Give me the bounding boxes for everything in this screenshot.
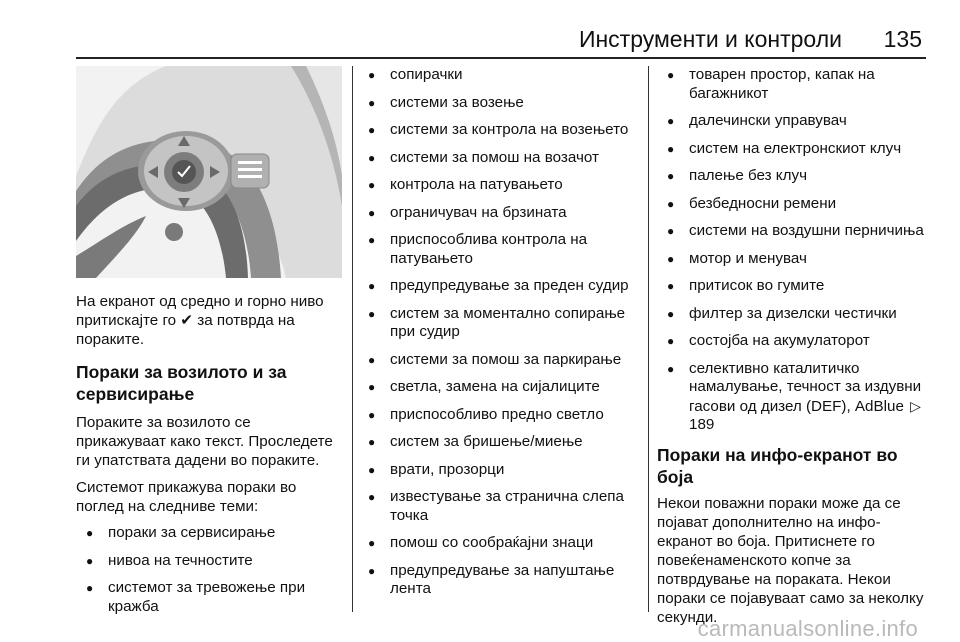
topics-list-3 xyxy=(657,66,927,435)
list-item: ● пораки за сервисирање xyxy=(76,524,344,543)
list-item: ● товарен простор, капак на багажникот xyxy=(657,66,927,103)
vehicle-messages-paragraph: Пораките за возилото се прикажуваат како текст. Проследете ги упатствата дадени во пораките. xyxy=(76,414,333,469)
list-item: ● далечински управувач xyxy=(657,112,927,131)
list-item: ● предупредување за напуштање лента xyxy=(358,562,643,599)
list-item: ● системи за помош на возачот xyxy=(358,149,643,168)
list-item: ● помош со сообраќајни знаци xyxy=(358,534,643,553)
list-item: ● сопирачки xyxy=(358,66,643,85)
list-item: ● притисок во гумите xyxy=(657,277,927,296)
column-divider-2 xyxy=(648,66,649,612)
color-info-display-paragraph: Некои поважни пораки може да се појават дополнително на инфо-екранот во боја. Притиснете го повеќенаменското копче за потврдување на пораката. Некои пораки се појавуваат само за неколку секунди. xyxy=(657,494,924,626)
list-item: ● приспособливо предно светло xyxy=(358,406,643,425)
page-number: 135 xyxy=(883,26,922,52)
list-item: ● систем на електронскиот клуч xyxy=(657,140,927,159)
topics-list-2 xyxy=(358,66,643,599)
list-item-with-reference xyxy=(657,360,927,435)
color-info-display-heading: Пораки на инфо-екранот во боја xyxy=(657,444,898,487)
column-1 xyxy=(76,66,344,625)
list-item: ● приспособлива контрола на патувањето xyxy=(358,231,643,268)
list-item: ● филтер за дизелски честички xyxy=(657,305,927,324)
watermark: carmanualsonline.info xyxy=(697,616,918,641)
list-item: ● ограничувач на брзината xyxy=(358,204,643,223)
header-rule xyxy=(76,57,926,59)
list-item: ● системи за возење xyxy=(358,94,643,113)
list-item: ● системи на воздушни перничиња xyxy=(657,222,927,241)
list-item: ● состојба на акумулаторот xyxy=(657,332,927,351)
header-title: Инструменти и контроли xyxy=(578,26,842,52)
page-reference-icon[interactable]: ▷ xyxy=(910,397,921,414)
vehicle-service-messages-heading: Пораки за возилото и за сервисирање xyxy=(76,362,287,404)
column-3 xyxy=(657,66,927,627)
list-item: ● предупредување за преден судир xyxy=(358,277,643,296)
intro-paragraph: На екранот од средно и горно ниво притискајте го ✔ за потврда на пораките. xyxy=(76,293,324,348)
list-item: ● системи за контрола на возењето xyxy=(358,121,643,140)
topics-list-1 xyxy=(76,524,344,616)
list-item: ● светла, замена на сијалиците xyxy=(358,378,643,397)
list-item: ● врати, прозорци xyxy=(358,461,643,480)
topics-paragraph: Системот прикажува пораки во поглед на следниве теми: xyxy=(76,479,297,515)
reference-page-link[interactable]: 189 xyxy=(689,416,715,433)
list-item: ● системи за помош за паркирање xyxy=(358,351,643,370)
steering-wheel-controls-illustration xyxy=(76,66,342,278)
list-item: ● системот за тревожење при кражба xyxy=(76,579,344,616)
list-item: ● контрола на патувањето xyxy=(358,176,643,195)
list-item: ● мотор и менувач xyxy=(657,250,927,269)
column-2 xyxy=(358,66,643,608)
list-item: ● систем за бришење/миење xyxy=(358,433,643,452)
list-item: ● безбедносни ремени xyxy=(657,195,927,214)
list-item: ● известување за странична слепа точка xyxy=(358,488,643,525)
list-item: ● систем за моментално сопирање при судир xyxy=(358,305,643,342)
list-item-text: селективно каталитичко намалување, течност за издувни гасови од дизел (DEF), AdBlue xyxy=(689,359,922,415)
list-item: ● палење без клуч xyxy=(657,167,927,186)
list-item: ● нивоа на течностите xyxy=(76,552,344,571)
column-divider-1 xyxy=(352,66,353,612)
page-header xyxy=(0,0,960,60)
